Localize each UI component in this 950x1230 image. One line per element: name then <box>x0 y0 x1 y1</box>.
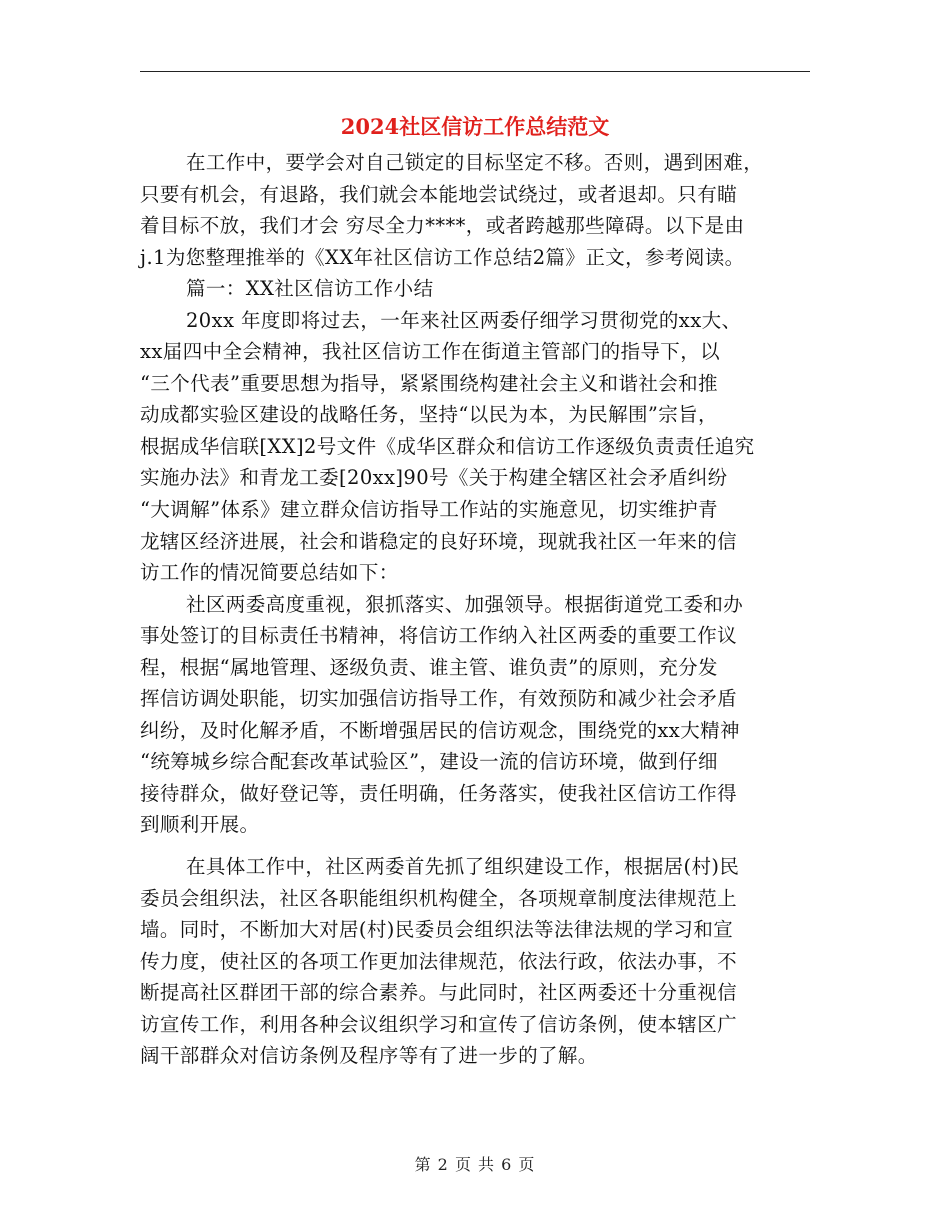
body-line: 只要有机会，有退路，我们就会本能地尝试绕过，或者退却。只有瞄 <box>140 182 738 206</box>
header-rule <box>140 71 810 72</box>
body-line: 在具体工作中，社区两委首先抓了组织建设工作，根据居(村)民 <box>186 855 740 879</box>
body-line: xx届四中全会精神，我社区信访工作在街道主管部门的指导下，以 <box>140 340 720 364</box>
body-line: 挥信访调处职能，切实加强信访指导工作，有效预防和减少社会矛盾 <box>140 687 738 711</box>
body-line: 实施办法》和青龙工委[20xx]90号《关于构建全辖区社会矛盾纠纷 <box>140 466 728 490</box>
body-line: 委员会组织法，社区各职能组织机构健全，各项规章制度法律规范上 <box>140 886 738 910</box>
body-line: 纠纷，及时化解矛盾，不断增强居民的信访观念，围绕党的xx大精神 <box>140 718 740 742</box>
body-line: 阔干部群众对信访条例及程序等有了进一步的了解。 <box>140 1044 598 1068</box>
body-line: 根据成华信联[XX]2号文件《成华区群众和信访工作逐级负责责任追究 <box>140 434 755 458</box>
paragraph-gap <box>140 841 830 851</box>
body-line: “大调解”体系》建立群众信访指导工作站的实施意见，切实维护青 <box>140 498 718 522</box>
body-line: 传力度，使社区的各项工作更加法律规范，依法行政，依法办事，不 <box>140 949 738 973</box>
body-line: 社区两委高度重视，狠抓落实、加强领导。根据街道党工委和办 <box>186 592 744 616</box>
body-line: “三个代表”重要思想为指导，紧紧围绕构建社会主义和谐社会和推 <box>140 371 718 395</box>
body-line: 着目标不放，我们才会 穷尽全力****，或者跨越那些障碍。以下是由 <box>140 214 745 238</box>
body-line: “统筹城乡综合配套改革试验区”，建设一流的信访环境，做到仔细 <box>140 750 718 774</box>
document-title: 2024社区信访工作总结范文 <box>340 114 610 139</box>
body-line: 20xx 年度即将过去，一年来社区两委仔细学习贯彻党的xx大、 <box>186 308 742 332</box>
body-line: 龙辖区经济进展，社会和谐稳定的良好环境，现就我社区一年来的信 <box>140 529 738 553</box>
body-line: j.1为您整理推举的《XX年社区信访工作总结2篇》正文，参考阅读。 <box>140 245 745 269</box>
body-line: 墙。同时，不断加大对居(村)民委员会组织法等法律法规的学习和宣 <box>140 918 734 942</box>
body-line: 程，根据“属地管理、逐级负责、谁主管、谁负责”的原则，充分发 <box>140 655 718 679</box>
page-number: 第 2 页 共 6 页 <box>414 1155 536 1174</box>
body-line: 到顺利开展。 <box>140 813 260 837</box>
body-line: 动成都实验区建设的战略任务，坚持“以民为本，为民解围”宗旨， <box>140 403 718 427</box>
body-line: 接待群众，做好登记等，责任明确，任务落实，使我社区信访工作得 <box>140 781 738 805</box>
body-line: 访工作的情况简要总结如下： <box>140 561 399 585</box>
body-line: 在工作中，要学会对自己锁定的目标坚定不移。否则，遇到困难， <box>186 151 764 174</box>
document-body <box>140 147 830 1072</box>
body-line: 访宣传工作，利用各种会议组织学习和宣传了信访条例，使本辖区广 <box>140 1012 738 1036</box>
section-heading: 篇一：XX社区信访工作小结 <box>186 277 434 301</box>
body-line: 事处签订的目标责任书精神，将信访工作纳入社区两委的重要工作议 <box>140 624 738 648</box>
body-line: 断提高社区群团干部的综合素养。与此同时，社区两委还十分重视信 <box>140 981 738 1005</box>
